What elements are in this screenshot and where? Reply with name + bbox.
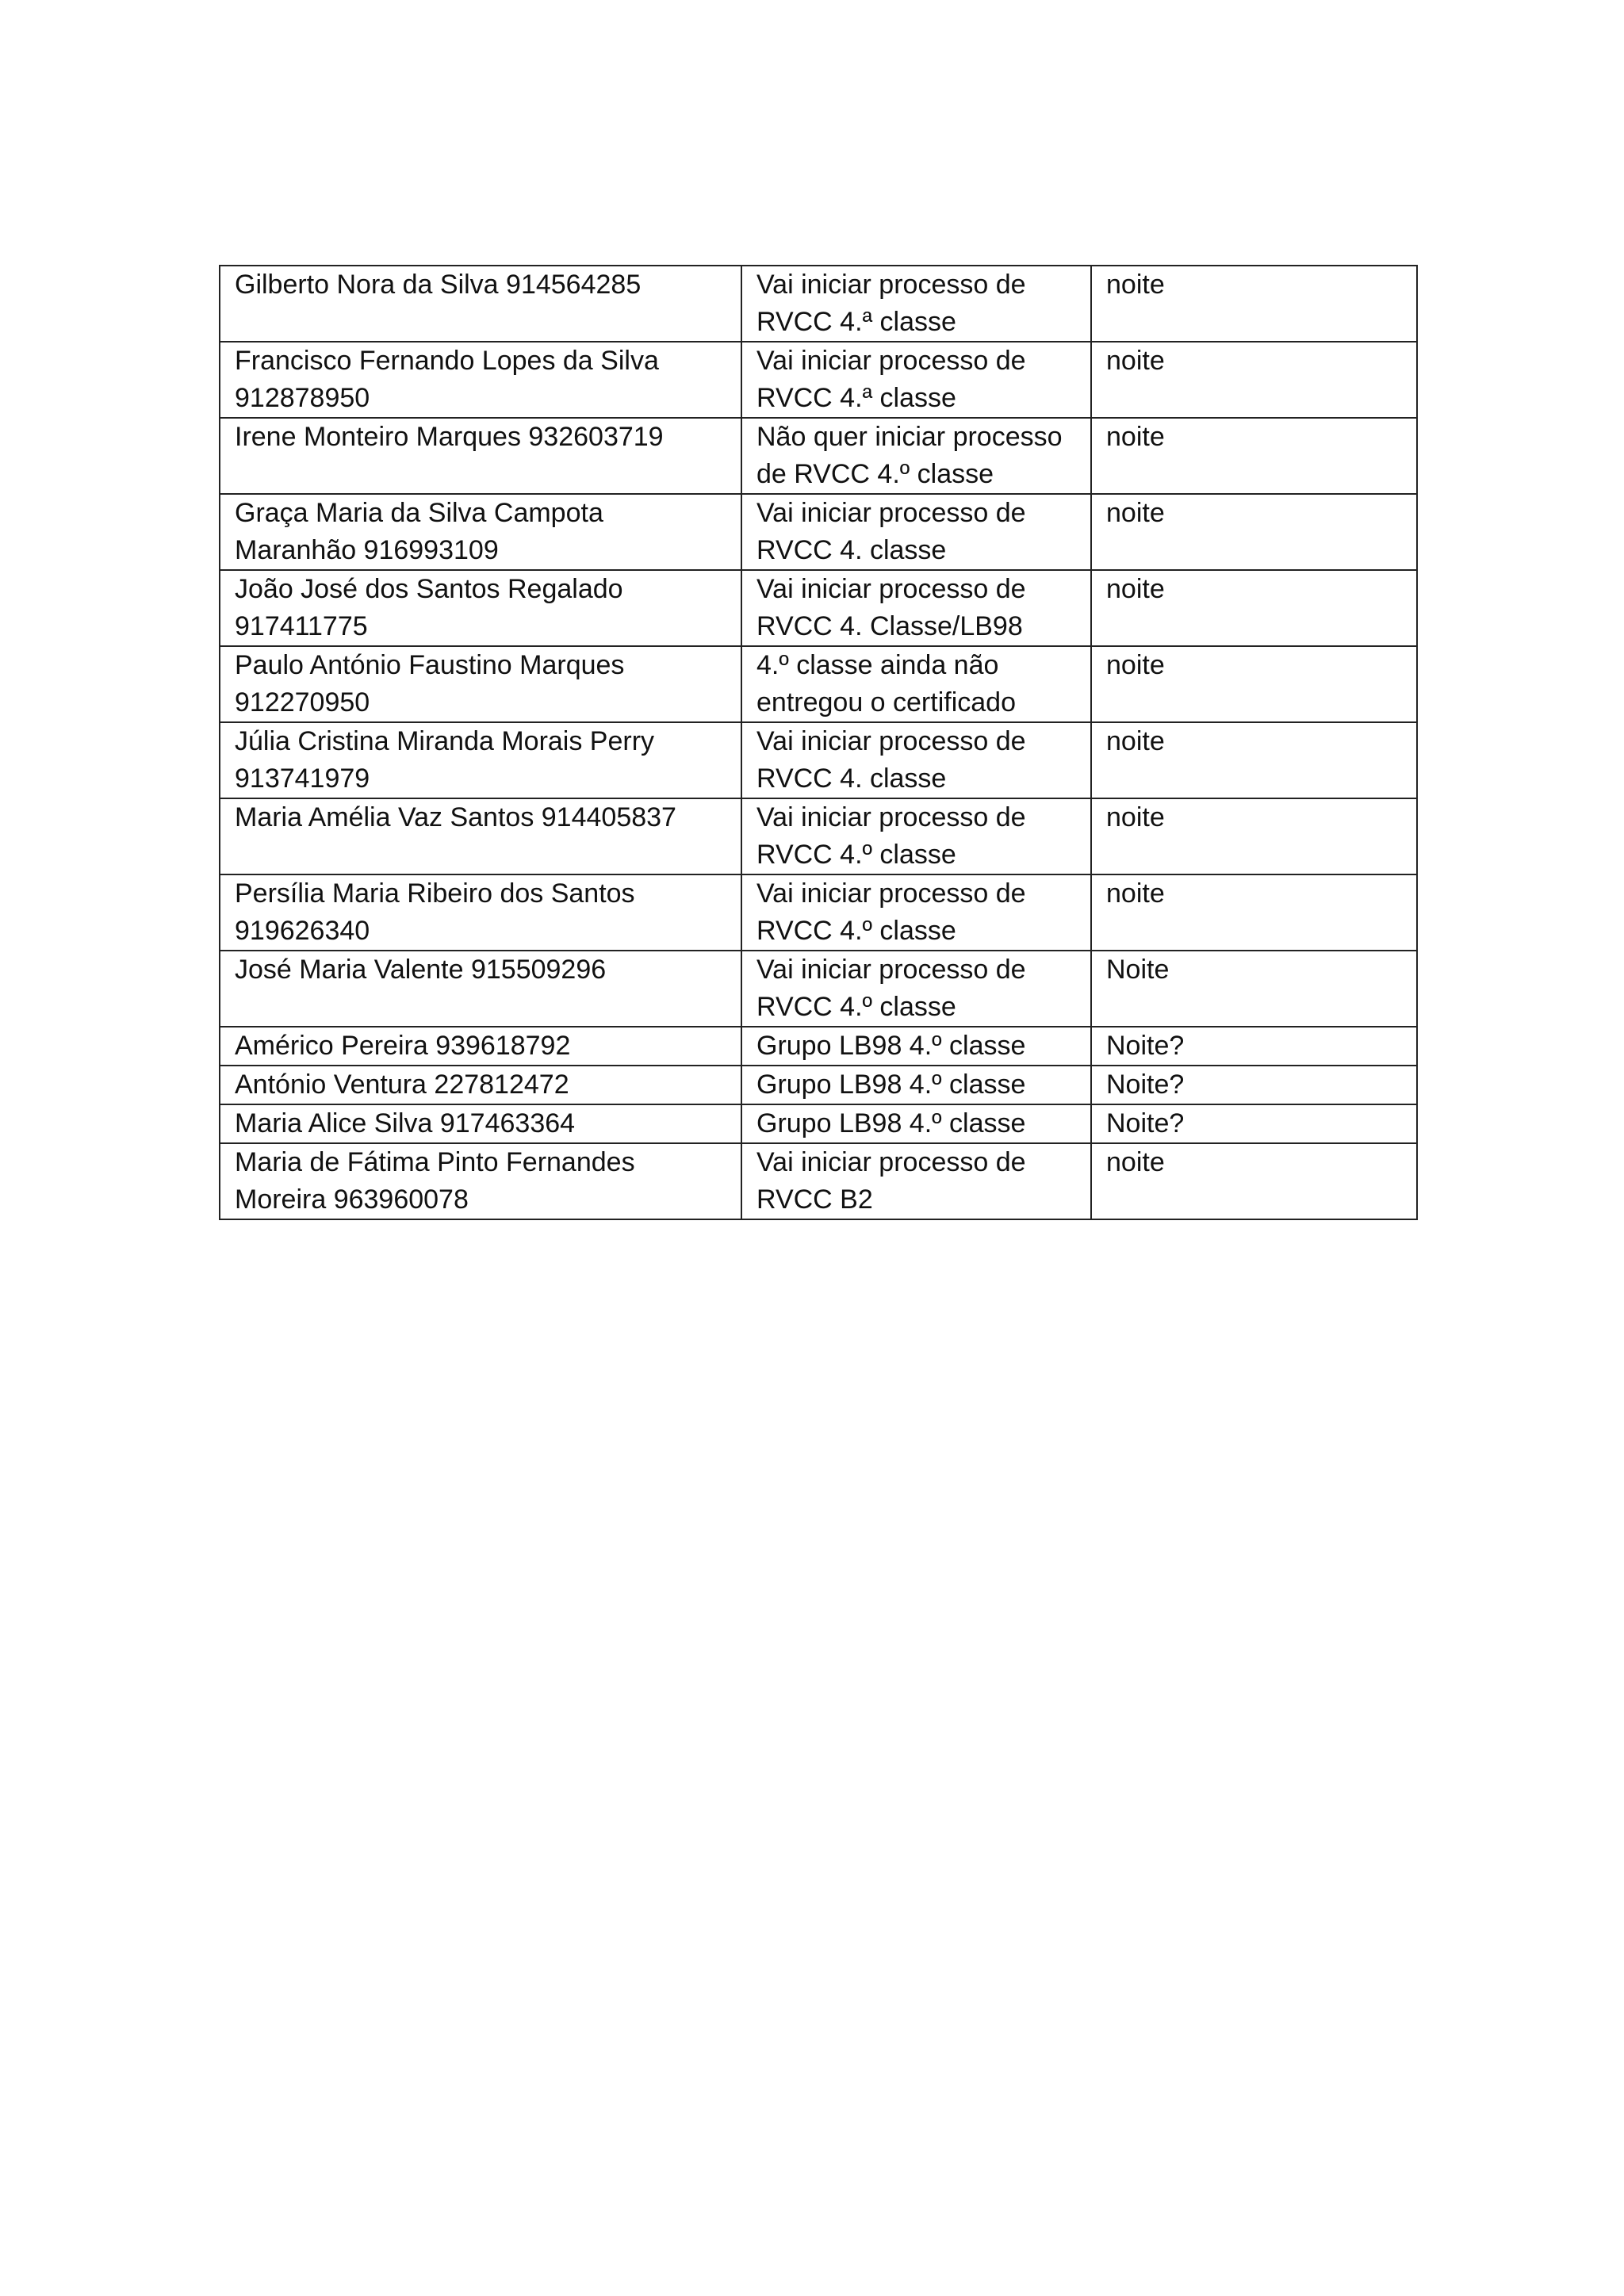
shift-cell: Noite? <box>1091 1027 1417 1066</box>
shift-cell: noite <box>1091 798 1417 874</box>
shift-cell: noite <box>1091 418 1417 494</box>
student-roster-table <box>219 265 1418 1220</box>
table-row <box>220 1104 1417 1143</box>
status-cell: Vai iniciar processo de RVCC B2 <box>741 1143 1091 1219</box>
table-row <box>220 266 1417 342</box>
name-phone-cell: Américo Pereira 939618792 <box>220 1027 741 1066</box>
table-row <box>220 722 1417 798</box>
shift-cell: noite <box>1091 722 1417 798</box>
name-phone-cell: Júlia Cristina Miranda Morais Perry 913741979 <box>220 722 741 798</box>
name-phone-cell: José Maria Valente 915509296 <box>220 951 741 1027</box>
shift-cell: noite <box>1091 646 1417 722</box>
status-cell: Vai iniciar processo de RVCC 4.º classe <box>741 798 1091 874</box>
shift-cell: Noite <box>1091 951 1417 1027</box>
table-row <box>220 570 1417 646</box>
shift-cell: noite <box>1091 494 1417 570</box>
table-row <box>220 1027 1417 1066</box>
status-cell: Grupo LB98 4.º classe <box>741 1104 1091 1143</box>
shift-cell: Noite? <box>1091 1104 1417 1143</box>
shift-cell: noite <box>1091 874 1417 951</box>
status-cell: Vai iniciar processo de RVCC 4.ª classe <box>741 342 1091 418</box>
shift-cell: Noite? <box>1091 1066 1417 1104</box>
table-row <box>220 874 1417 951</box>
status-cell: Vai iniciar processo de RVCC 4.º classe <box>741 951 1091 1027</box>
table-row <box>220 1066 1417 1104</box>
status-cell: Vai iniciar processo de RVCC 4. classe <box>741 494 1091 570</box>
table-row <box>220 951 1417 1027</box>
status-cell: Vai iniciar processo de RVCC 4. Classe/LB98 <box>741 570 1091 646</box>
status-cell: Vai iniciar processo de RVCC 4.º classe <box>741 874 1091 951</box>
name-phone-cell: Paulo António Faustino Marques 912270950 <box>220 646 741 722</box>
name-phone-cell: Persília Maria Ribeiro dos Santos 919626340 <box>220 874 741 951</box>
status-cell: Grupo LB98 4.º classe <box>741 1066 1091 1104</box>
status-cell: Grupo LB98 4.º classe <box>741 1027 1091 1066</box>
shift-cell: noite <box>1091 1143 1417 1219</box>
table-row <box>220 1143 1417 1219</box>
name-phone-cell: Francisco Fernando Lopes da Silva 912878950 <box>220 342 741 418</box>
name-phone-cell: Maria Amélia Vaz Santos 914405837 <box>220 798 741 874</box>
status-cell: 4.º classe ainda não entregou o certificado <box>741 646 1091 722</box>
name-phone-cell: Graça Maria da Silva Campota Maranhão 916993109 <box>220 494 741 570</box>
table-row <box>220 798 1417 874</box>
status-cell: Não quer iniciar processo de RVCC 4.º classe <box>741 418 1091 494</box>
table-row <box>220 646 1417 722</box>
name-phone-cell: João José dos Santos Regalado 917411775 <box>220 570 741 646</box>
status-cell: Vai iniciar processo de RVCC 4. classe <box>741 722 1091 798</box>
shift-cell: noite <box>1091 570 1417 646</box>
name-phone-cell: Maria de Fátima Pinto Fernandes Moreira 963960078 <box>220 1143 741 1219</box>
table-row <box>220 494 1417 570</box>
table-row <box>220 418 1417 494</box>
shift-cell: noite <box>1091 342 1417 418</box>
name-phone-cell: Maria Alice Silva 917463364 <box>220 1104 741 1143</box>
shift-cell: noite <box>1091 266 1417 342</box>
table-row <box>220 342 1417 418</box>
status-cell: Vai iniciar processo de RVCC 4.ª classe <box>741 266 1091 342</box>
name-phone-cell: Gilberto Nora da Silva 914564285 <box>220 266 741 342</box>
name-phone-cell: Irene Monteiro Marques 932603719 <box>220 418 741 494</box>
name-phone-cell: António Ventura 227812472 <box>220 1066 741 1104</box>
